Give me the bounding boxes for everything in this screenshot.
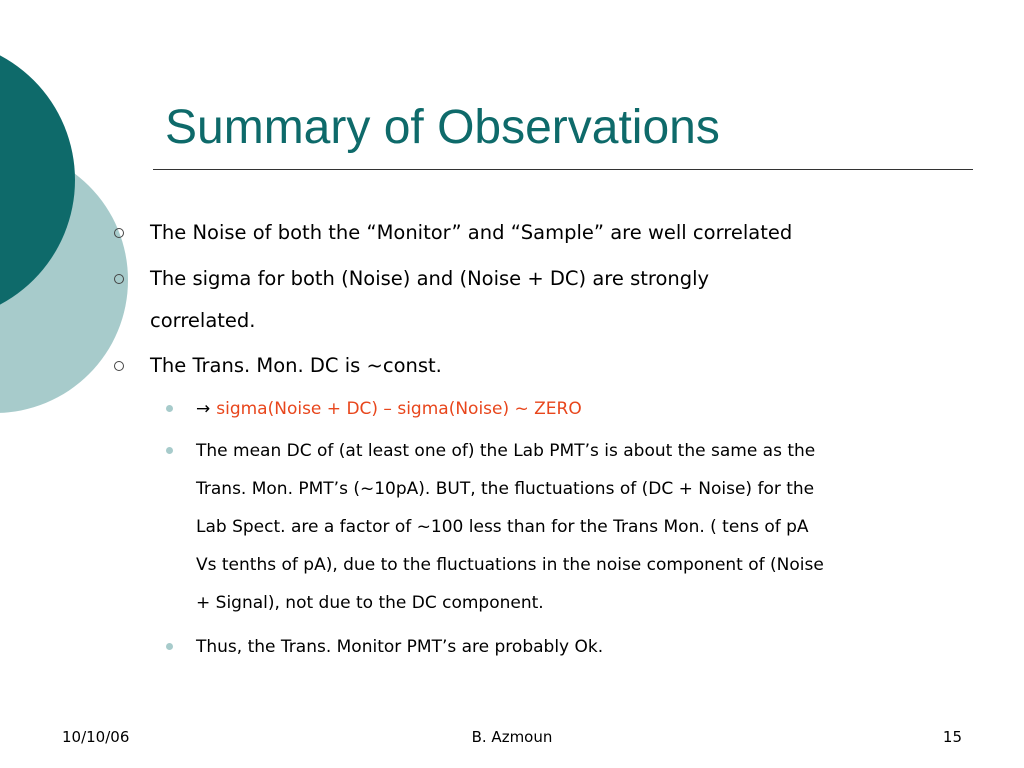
bullet-text-line-1: The sigma for both (Noise) and (Noise + DC) are strongly [150, 267, 710, 290]
filled-dot-bullet-icon [166, 405, 173, 412]
sub-bullet-thus-ok [196, 628, 956, 666]
bullet-text: The Noise of both the “Monitor” and “Sample” are well correlated [150, 221, 793, 244]
text-line-1: The mean DC of (at least one of) the Lab PMT’s is about the same as the [196, 441, 816, 461]
text-line-5: + Signal), not due to the DC component. [196, 593, 544, 613]
title-divider [153, 169, 973, 170]
footer-date: 10/10/06 [62, 728, 130, 746]
bullet-noise-correlated [150, 212, 950, 254]
bullet-text: Thus, the Trans. Monitor PMT’s are probably Ok. [196, 637, 604, 657]
text-line-2: Trans. Mon. PMT’s (~10pA). BUT, the fluctuations of (DC + Noise) for the [196, 479, 815, 499]
sub-bullet-mean-dc [196, 432, 956, 622]
filled-dot-bullet-icon [166, 643, 173, 650]
decorative-circles [0, 0, 140, 420]
right-arrow-icon: → [196, 399, 211, 419]
bullet-sigma-correlated [150, 258, 950, 342]
slide-title: Summary of Observations [165, 101, 720, 154]
hollow-circle-bullet-icon [114, 228, 124, 238]
footer-author: B. Azmoun [471, 728, 553, 746]
hollow-circle-bullet-icon [114, 274, 124, 284]
bullet-text-line-2: correlated. [150, 309, 256, 332]
bullet-trans-mon-dc [150, 345, 950, 387]
hollow-circle-bullet-icon [114, 361, 124, 371]
text-line-4: Vs tenths of pA), due to the fluctuations in the noise component of (Noise [196, 555, 824, 575]
bullet-text: The Trans. Mon. DC is ~const. [150, 354, 442, 377]
footer-page-number: 15 [942, 728, 962, 746]
filled-dot-bullet-icon [166, 447, 173, 454]
highlight-text: sigma(Noise + DC) – sigma(Noise) ~ ZERO [216, 399, 582, 419]
sub-bullet-sigma-difference [196, 390, 956, 428]
text-line-3: Lab Spect. are a factor of ~100 less than for the Trans Mon. ( tens of pA [196, 517, 809, 537]
